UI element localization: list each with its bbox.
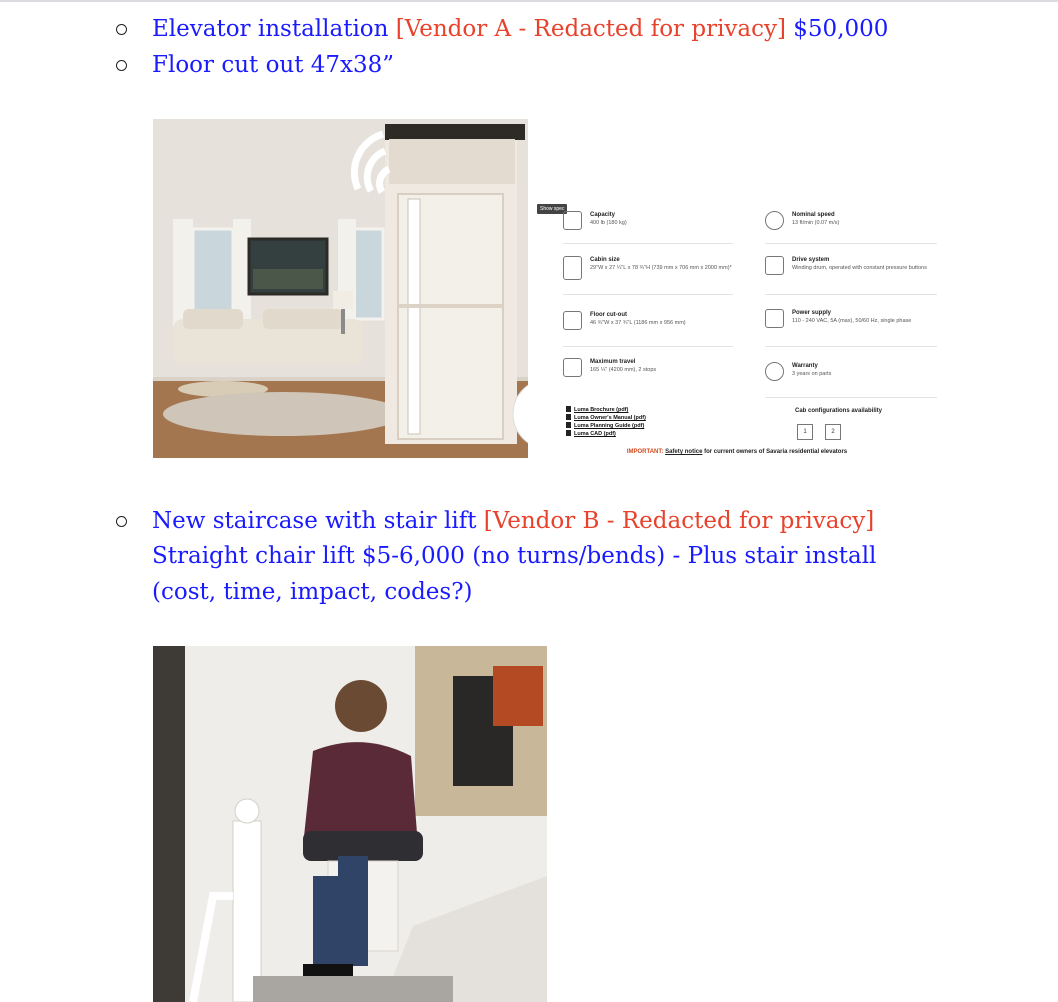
safety-notice-link[interactable]: Safety notice (665, 449, 703, 455)
spec-value: 165 ¼" (4200 mm), 2 stops (590, 367, 657, 373)
travel-icon (563, 358, 582, 377)
weight-icon (563, 211, 582, 230)
cab-configurations-label: Cab configurations availability (795, 408, 883, 414)
document-icon (566, 422, 571, 428)
brochure-link[interactable]: Luma Brochure (pdf) (566, 406, 628, 413)
cabin-icon (563, 256, 582, 280)
stair-lift-detail-line: Straight chair lift $5-6,000 (no turns/bends) - Plus stair install (152, 543, 877, 569)
stair-lift-image (153, 646, 547, 1002)
spec-label: Cabin size (590, 257, 620, 263)
vendor-b-text: [Vendor B - Redacted for privacy] (483, 508, 875, 534)
spec-label: Capacity (590, 212, 616, 218)
plug-icon (765, 309, 784, 328)
warranty-icon (765, 362, 784, 381)
spec-label: Maximum travel (590, 359, 636, 365)
spec-label: Warranty (792, 363, 818, 369)
safety-notice-text: for current owners of Savaria residential elevators (702, 449, 848, 455)
spec-label: Floor cut-out (590, 312, 627, 318)
spec-value: Winding drum, operated with constant pressure buttons (792, 265, 927, 271)
floor-cutout-icon (563, 311, 582, 330)
safety-notice (533, 449, 941, 455)
hollow-bullet-icon (116, 516, 127, 527)
floor-cutout-text: Floor cut out 47x38” (152, 52, 395, 78)
elevator-price: $50,000 (785, 16, 889, 42)
spec-label: Nominal speed (792, 212, 835, 218)
divider (765, 346, 937, 347)
elevator-photo (153, 119, 528, 458)
spec-value: 3 years on parts (792, 371, 832, 377)
stair-lift-text: New staircase with stair lift (152, 508, 484, 534)
speedometer-icon (765, 211, 784, 230)
spec-value: 46 ¾"W x 37 ¾"L (1186 mm x 956 mm) (590, 320, 686, 326)
spec-label: Drive system (792, 257, 830, 263)
owners-manual-link[interactable]: Luma Owner's Manual (pdf) (566, 414, 646, 421)
divider (563, 294, 733, 295)
cab-option-2: 2 (825, 424, 841, 440)
hollow-bullet-icon (116, 24, 127, 35)
cab-option-1: 1 (797, 424, 813, 440)
vendor-a-text: [Vendor A - Redacted for privacy] (395, 16, 786, 42)
divider (765, 397, 937, 398)
elevator-living-room-image (153, 119, 528, 458)
spec-value: 29"W x 27 ¼"L x 78 ¾"H (739 mm x 706 mm x 2000 mm)* (590, 265, 732, 271)
cad-link[interactable]: Luma CAD (pdf) (566, 430, 616, 437)
stair-lift-photo (153, 646, 547, 1002)
show-spec-button[interactable]: Show spec (537, 204, 567, 214)
divider (563, 243, 733, 244)
divider (765, 243, 937, 244)
drive-icon (765, 256, 784, 275)
hollow-bullet-icon (116, 60, 127, 71)
spec-value: 13 ft/min (0.07 m/s) (792, 220, 840, 226)
spec-label: Power supply (792, 310, 832, 316)
page-top-border (0, 0, 1058, 2)
divider (765, 294, 937, 295)
document-icon (566, 406, 571, 412)
document-icon (566, 430, 571, 436)
elevator-text: Elevator installation (152, 16, 396, 42)
divider (563, 346, 733, 347)
stair-lift-questions-line: (cost, time, impact, codes?) (152, 579, 473, 605)
planning-guide-link[interactable]: Luma Planning Guide (pdf) (566, 422, 644, 429)
important-label: IMPORTANT: (626, 449, 664, 455)
spec-value: 400 lb (180 kg) (590, 220, 627, 226)
spec-value: 110 - 240 VAC, 5A (max), 50/60 Hz, single phase (792, 318, 912, 324)
document-icon (566, 414, 571, 420)
elevator-spec-sheet (533, 194, 941, 458)
